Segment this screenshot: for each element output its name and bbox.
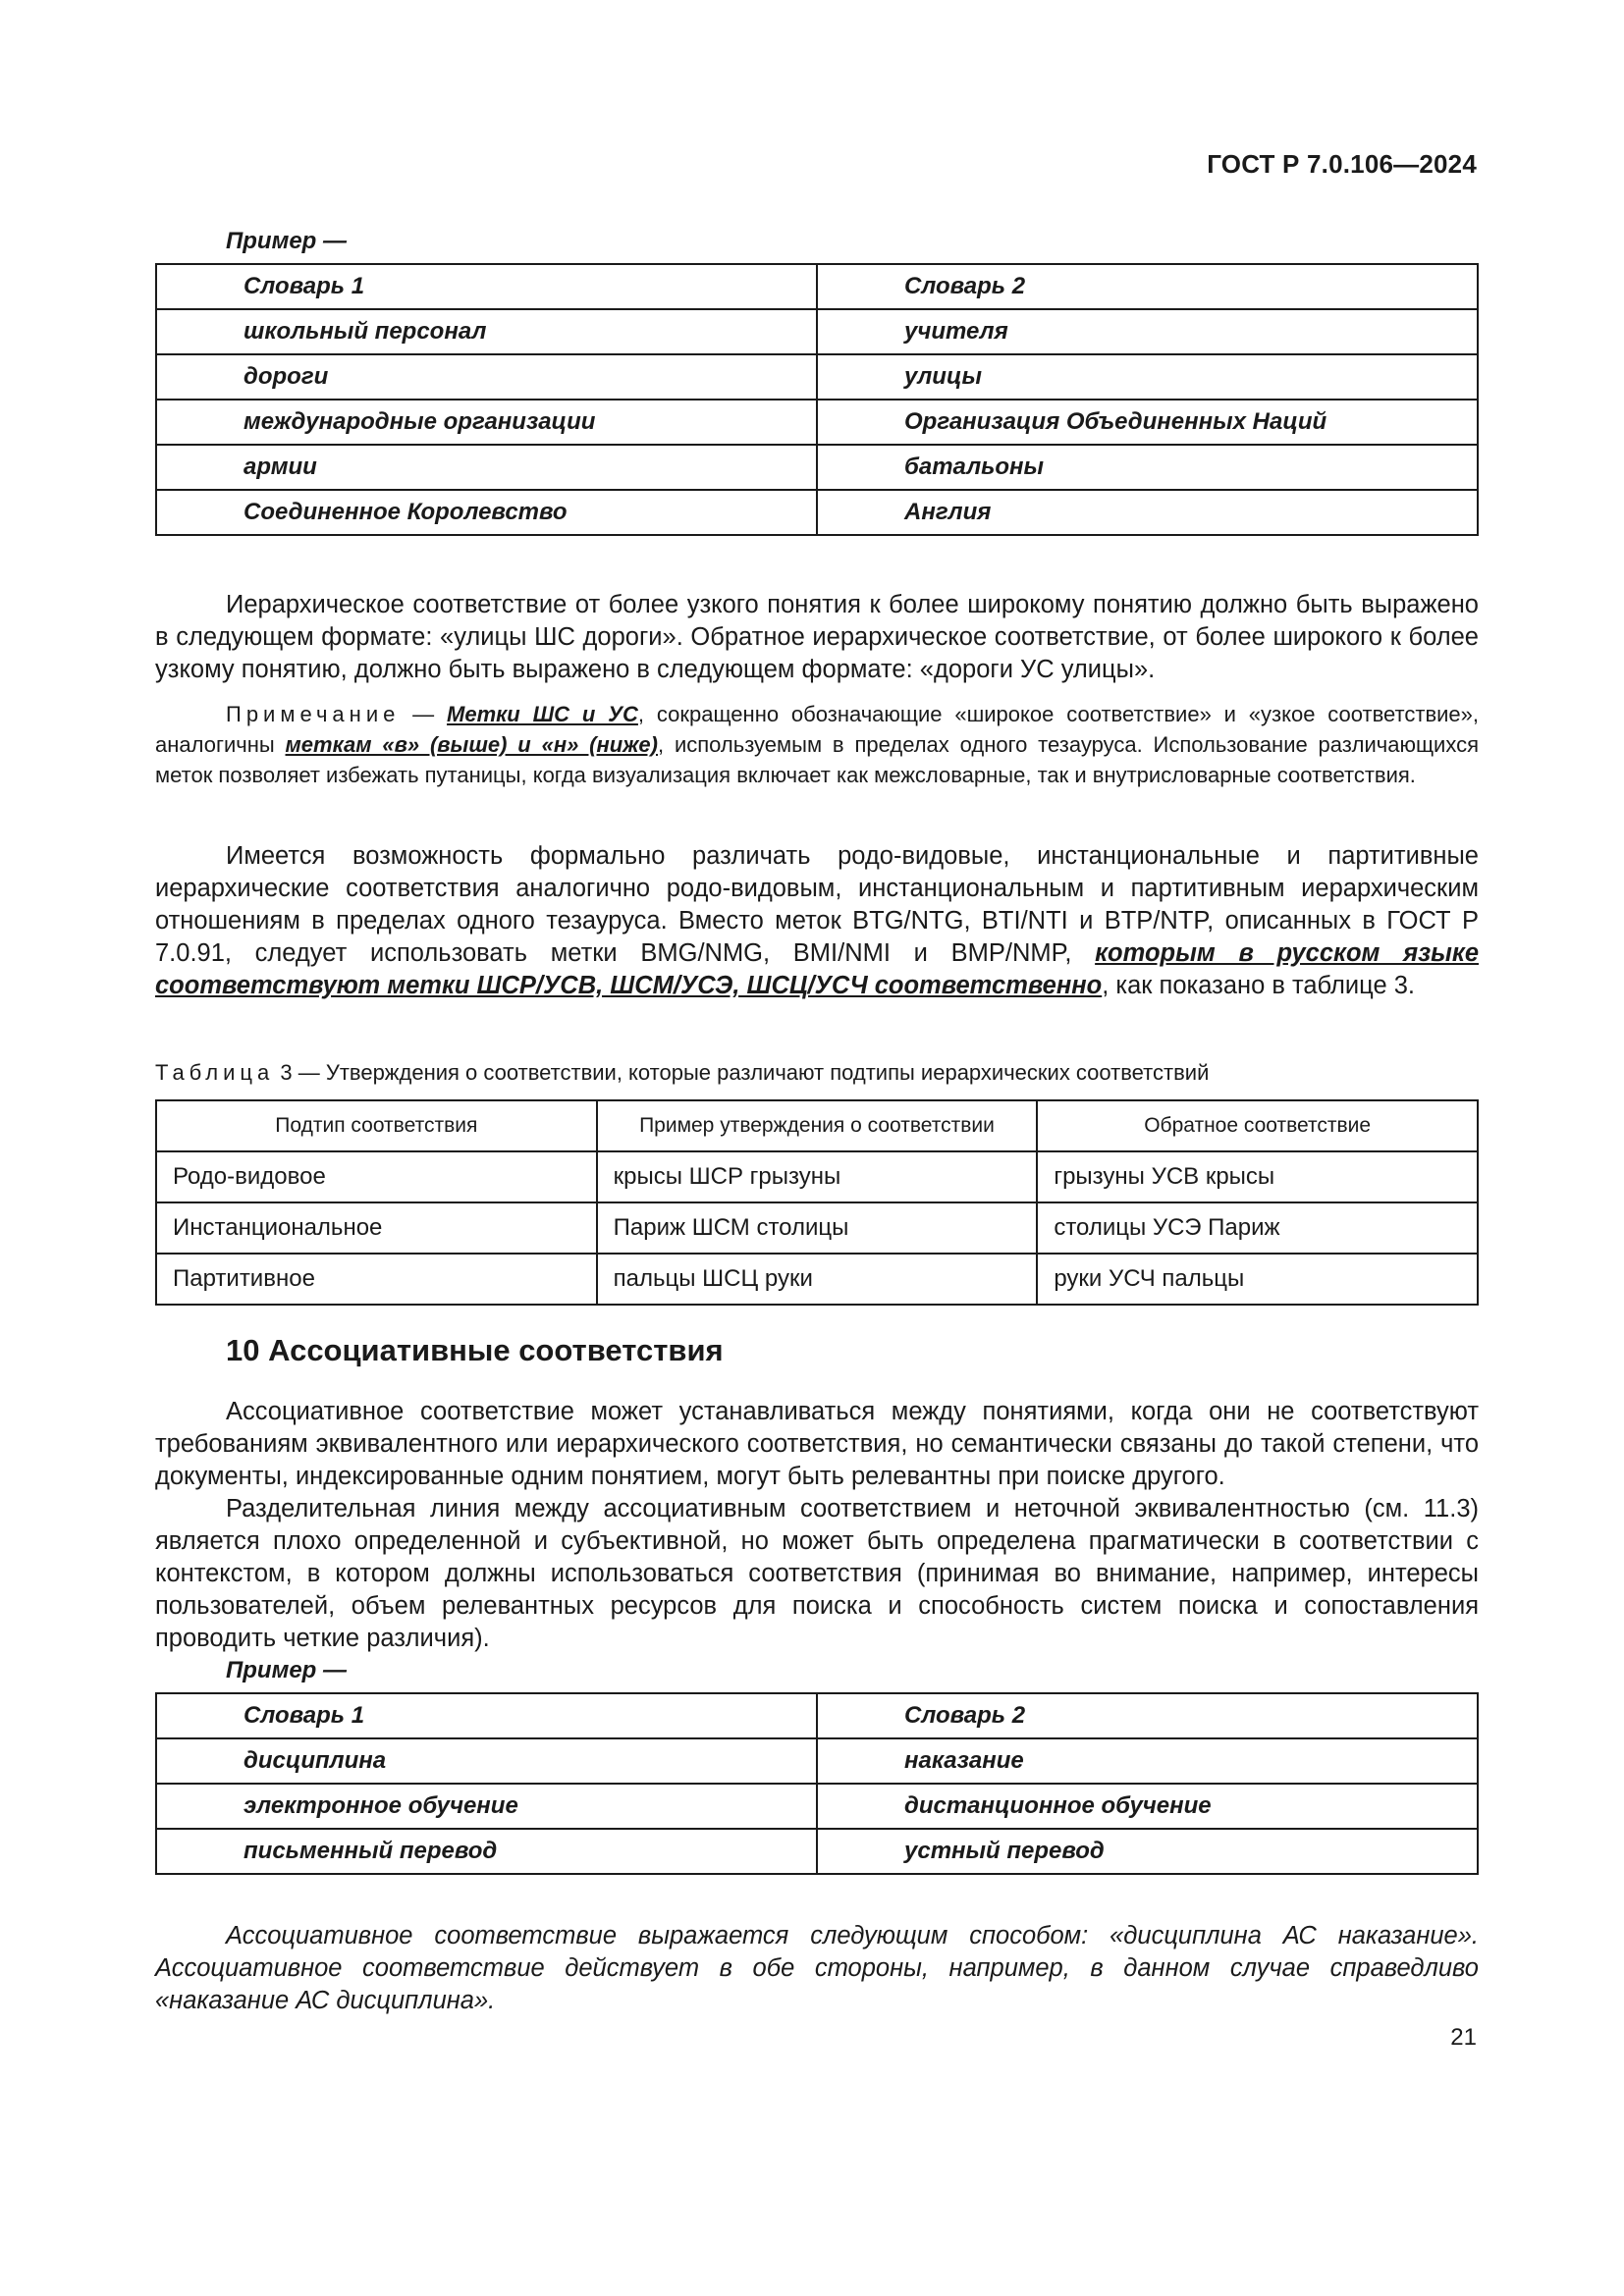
paragraph-associative-expression: Ассоциативное соответствие выражается следующим способом: «дисциплина АС наказание». Ассоциативное соответствие действует в обе стороны, например, в данном случае справедливо «наказание АС дисциплина». [155, 1922, 1479, 2014]
column-header: Пример утверждения о соответствии [597, 1100, 1038, 1151]
vocabulary-table-1 [155, 263, 1479, 536]
table-row [156, 309, 1478, 354]
table-cell: устный перевод [817, 1829, 1478, 1874]
table-cell: крысы ШСР грызуны [597, 1151, 1038, 1202]
paragraph-hierarchical-format: Иерархическое соответствие от более узкого понятия к более широкому понятию должно быть выражено в следующем формате: «улицы ШС дороги». Обратное иерархическое соответствие, от более широкого к более узкому понятию, должно быть выражено в следующем формате: «дороги УС улицы». [155, 591, 1479, 683]
table-cell: школьный персонал [156, 309, 817, 354]
table-row [156, 490, 1478, 535]
paragraph-subtypes [155, 840, 1479, 1002]
example-label-1: Пример — [226, 228, 348, 254]
table-cell: Словарь 1 [156, 264, 817, 309]
table-cell: наказание [817, 1738, 1478, 1784]
note-label: Примечание [226, 702, 401, 726]
table-cell: Париж ШСМ столицы [597, 1202, 1038, 1254]
table-cell: улицы [817, 354, 1478, 400]
note-text-2: , используемым в пределах одного тезауруса. Использование различающихся меток позволяет избежать путаницы, когда визуализация включает как межсловарные, так и внутрисловарные соответствия. [155, 732, 1480, 787]
paragraph-dividing-line: Разделительная линия между ассоциативным соответствием и неточной эквивалентностью (см. 11.3) является плохо определенной и субъективной, но может быть определена прагматически в соответствии с контекстом, в котором должны использоваться соответствия (принимая во внимание, например, интересы пользователей, объем релевантных ресурсов для поиска и способность систем поиска и сопоставления проводить четкие различия). [155, 1495, 1479, 1652]
section-title: 10 Ассоциативные соответствия [226, 1333, 724, 1367]
note-emphasis-1: Метки ШС и УС [447, 702, 638, 726]
note-block [155, 699, 1479, 790]
table-row [156, 1254, 1478, 1305]
table-cell: Инстанциональное [156, 1202, 597, 1254]
paragraph-text: , как показано в таблице 3. [1102, 972, 1415, 999]
table-row [156, 445, 1478, 490]
page-number: 21 [1450, 2024, 1477, 2051]
vocabulary-table-2 [155, 1692, 1479, 1875]
table-cell: грызуны УСВ крысы [1037, 1151, 1478, 1202]
table-cell: Словарь 1 [156, 1693, 817, 1738]
note-text-1: , сокращенно обозначающие «широкое соответствие» и «узкое соответствие», аналогичны [155, 702, 1480, 757]
column-header: Обратное соответствие [1037, 1100, 1478, 1151]
table-row [156, 1202, 1478, 1254]
table3-caption [155, 1060, 1209, 1086]
table-cell: электронное обучение [156, 1784, 817, 1829]
table-cell: Англия [817, 490, 1478, 535]
table-cell: Соединенное Королевство [156, 490, 817, 535]
table-cell: Организация Объединенных Наций [817, 400, 1478, 445]
table3-caption-text: 3 — Утверждения о соответствии, которые различают подтипы иерархических соответствий [274, 1060, 1210, 1085]
paragraph-emphasis: которым в русском языке соответствуют метки ШСР/УСВ, ШСМ/УСЭ, ШСЦ/УСЧ соответственно [155, 939, 1479, 999]
table-row [156, 1151, 1478, 1202]
document-header: ГОСТ Р 7.0.106—2024 [1207, 149, 1477, 179]
table-row [156, 354, 1478, 400]
table-cell: Родо-видовое [156, 1151, 597, 1202]
table-header-row [156, 1100, 1478, 1151]
paragraph-associative-definition: Ассоциативное соответствие может устанавливаться между понятиями, когда они не соответствуют требованиям эквивалентного или иерархического соответствия, но семантически связаны до такой степени, что документы, индексированные одним понятием, могут быть релевантны при поиске другого. [155, 1398, 1479, 1490]
table-row [156, 1829, 1478, 1874]
table-row [156, 1738, 1478, 1784]
table-cell: учителя [817, 309, 1478, 354]
table-cell: батальоны [817, 445, 1478, 490]
note-dash: — [400, 702, 448, 726]
table-cell: Словарь 2 [817, 1693, 1478, 1738]
note-emphasis-2: меткам «в» (выше) и «н» (ниже) [285, 732, 658, 757]
table3-caption-label: Таблица [155, 1060, 275, 1085]
table-row [156, 1693, 1478, 1738]
table-cell: Партитивное [156, 1254, 597, 1305]
table-cell: дисциплина [156, 1738, 817, 1784]
table-cell: армии [156, 445, 817, 490]
table-row [156, 400, 1478, 445]
table-cell: дистанционное обучение [817, 1784, 1478, 1829]
table-cell: руки УСЧ пальцы [1037, 1254, 1478, 1305]
table-cell: международные организации [156, 400, 817, 445]
table-cell: пальцы ШСЦ руки [597, 1254, 1038, 1305]
column-header: Подтип соответствия [156, 1100, 597, 1151]
table-row [156, 1784, 1478, 1829]
table-cell: письменный перевод [156, 1829, 817, 1874]
table-cell: столицы УСЭ Париж [1037, 1202, 1478, 1254]
table-cell: дороги [156, 354, 817, 400]
table3 [155, 1099, 1479, 1306]
paragraph-text: Имеется возможность формально различать родо-видовые, инстанциональные и партитивные иерархические соответствия аналогично родо-видовым, инстанциональным и партитивным иерархическим отношениям в пределах одного тезауруса. Вместо меток BTG/NTG, BTI/NTI и BTP/NTP, описанных в ГОСТ Р 7.0.91, следует использовать метки BMG/NMG, BMI/NMI и BMP/NMP, [155, 842, 1479, 967]
table-row [156, 264, 1478, 309]
table-cell: Словарь 2 [817, 264, 1478, 309]
example-label-2: Пример — [226, 1657, 348, 1683]
